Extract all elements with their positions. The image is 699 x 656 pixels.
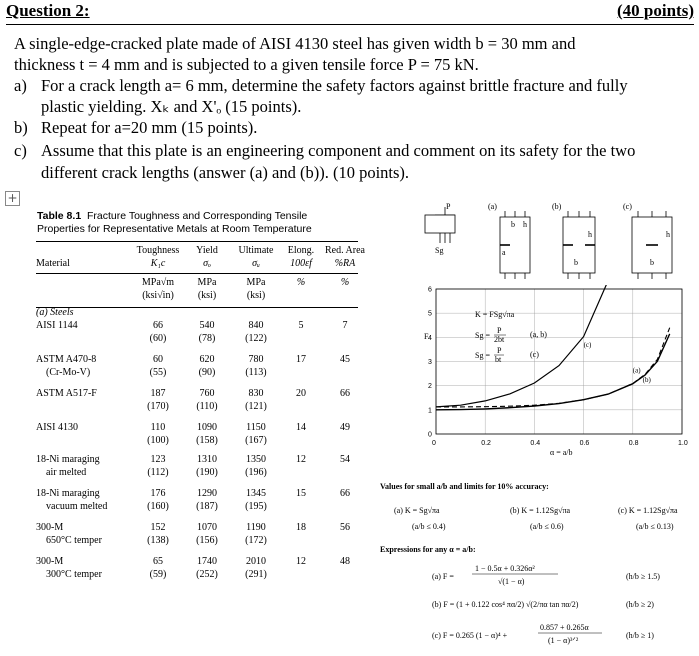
table-units2-row (36, 289, 370, 302)
ultimate-ksi-cell: (113) (245, 367, 267, 378)
elong-cell: 17 (296, 354, 306, 365)
part-a-line2: plastic yielding. Xₖ and X'ₒ (15 points). (41, 97, 302, 116)
toughness-ksi-cell: (138) (147, 535, 169, 546)
header-elong-symbol: 100εf (290, 258, 312, 269)
table-row-sub (36, 568, 370, 581)
load-label: P (446, 203, 451, 211)
plot-area (428, 226, 688, 447)
small-c-limit: (a/b ≤ 0.13) (636, 522, 674, 531)
material-cell: AISI 4130 (36, 422, 78, 433)
table-row-sub (36, 366, 370, 379)
toughness-ksi-cell: (60) (149, 333, 167, 344)
curve-label: (c) (583, 341, 592, 349)
table-top-rule (36, 241, 358, 242)
yield-cell: 540 (199, 320, 215, 331)
yield-ksi-cell: (187) (196, 501, 218, 512)
table-caption-line2: Properties for Representative Metals at Room Temperature (37, 223, 312, 235)
table-header-row (36, 244, 370, 257)
case-b-label: (b) (552, 203, 562, 211)
toughness-cell: 176 (150, 488, 166, 499)
unit2-toughness: (ksi√in) (142, 290, 174, 301)
unit2-yield: (ksi) (197, 290, 217, 301)
stress-label: Sg (435, 246, 444, 255)
ultimate-ksi-cell: (122) (245, 333, 267, 344)
ultimate-cell: 1345 (246, 488, 266, 499)
table-header-symbol-row (36, 257, 370, 270)
yield-ksi-cell: (156) (196, 535, 218, 546)
yield-cell: 1740 (197, 556, 217, 567)
yield-ksi-cell: (158) (196, 435, 218, 446)
table-row-sub (36, 434, 370, 447)
properties-table (36, 244, 370, 589)
eq-k: K = FSg√πa (475, 310, 515, 319)
case-c-label: (c) (623, 203, 632, 211)
red-area-cell: 66 (340, 388, 350, 399)
small-b-limit: (a/b ≤ 0.6) (530, 522, 564, 531)
dim-h-a: h (523, 220, 527, 229)
x-tick-label: 1.0 (678, 440, 688, 447)
expr-a-den: √(1 − α) (498, 577, 525, 586)
elong-cell: 15 (296, 488, 306, 499)
expr-c-cond: (h/b ≥ 1) (626, 631, 654, 640)
material-sub-cell: vacuum melted (46, 501, 108, 512)
toughness-cell: 66 (153, 320, 163, 331)
eq-sg-bt-tag: (c) (530, 350, 539, 359)
unit-elong: % (296, 277, 306, 288)
toughness-cell: 60 (153, 354, 163, 365)
header-yield-symbol: σₒ (203, 258, 211, 269)
red-area-cell: 45 (340, 354, 350, 365)
toughness-cell: 187 (150, 388, 166, 399)
small-b: (b) K = 1.12Sg√πa (510, 506, 571, 515)
table-caption-number: Table 8.1 (37, 210, 82, 222)
part-c-label: c) (14, 141, 27, 160)
table-units-row (36, 276, 370, 289)
unit-toughness: MPa√m (141, 277, 175, 288)
material-cell: AISI 1144 (36, 320, 78, 331)
unit-red: % (340, 277, 350, 288)
yield-cell: 1290 (197, 488, 217, 499)
eq-sg-2bt-num: P (497, 326, 502, 335)
x-tick-label: 0.6 (579, 440, 590, 447)
elong-cell: 14 (296, 422, 306, 433)
material-sub-cell (36, 332, 132, 345)
part-a-label: a) (14, 76, 27, 95)
table-row (36, 453, 370, 466)
ultimate-ksi-cell: (195) (245, 501, 267, 512)
section-row (36, 306, 370, 319)
yield-cell: 1090 (197, 422, 217, 433)
expr-b-cond: (h/b ≥ 2) (626, 600, 654, 609)
toughness-ksi-cell: (112) (147, 467, 169, 478)
header-red-symbol: %RA (334, 258, 356, 269)
yield-ksi-cell: (78) (198, 333, 216, 344)
eq-sg-bt-num: P (497, 346, 502, 355)
y-tick-label: 6 (428, 286, 432, 294)
part-c-line2: different crack lengths (answer (a) and (b)). (10 points). (41, 163, 410, 182)
material-sub-cell: 650°C temper (46, 535, 102, 546)
material-cell: ASTM A517-F (36, 388, 97, 399)
toughness-cell: 110 (150, 422, 166, 433)
expr-c-den: (1 − α)³ᐟ² (548, 636, 579, 645)
small-values-title: Values for small a/b and limits for 10% accuracy: (380, 482, 549, 491)
table-row-sub (36, 466, 370, 479)
red-area-cell: 7 (342, 320, 348, 331)
red-area-cell: 49 (340, 422, 350, 433)
y-tick-label: 2 (428, 383, 432, 391)
stress-intensity-figure (380, 203, 698, 651)
unit-yield: MPa (197, 277, 217, 288)
curve-label: (b) (642, 376, 651, 385)
table-row-sub (36, 332, 370, 345)
table-row (36, 319, 370, 332)
y-tick-label: 1 (428, 407, 432, 415)
ultimate-cell: 840 (248, 320, 264, 331)
toughness-ksi-cell: (100) (147, 435, 169, 446)
toughness-ksi-cell: (55) (149, 367, 167, 378)
header-toughness: Toughness (136, 245, 180, 256)
yield-ksi-cell: (252) (196, 569, 218, 580)
dim-a-a: a (502, 248, 506, 257)
toughness-ksi-cell: (59) (149, 569, 167, 580)
small-a: (a) K = Sg√πa (394, 506, 440, 515)
eq-sg-2bt-den: 2bt (494, 335, 505, 344)
question-title: Question 2: (6, 1, 90, 20)
yield-cell: 1070 (197, 522, 217, 533)
y-tick-label: 5 (428, 310, 432, 318)
small-c: (c) K = 1.12Sg√πa (618, 506, 678, 515)
elong-cell: 12 (296, 556, 306, 567)
yield-ksi-cell: (190) (196, 467, 218, 478)
table-row (36, 421, 370, 434)
red-area-cell: 54 (340, 454, 350, 465)
ultimate-ksi-cell: (291) (245, 569, 267, 580)
x-tick-label: 0.4 (530, 440, 541, 447)
dim-b-a: b (511, 220, 515, 229)
material-sub-cell: 300°C temper (46, 569, 102, 580)
elong-cell: 20 (296, 388, 306, 399)
ultimate-ksi-cell: (121) (245, 401, 267, 412)
header-elong: Elong. (287, 245, 315, 256)
ultimate-cell: 2010 (246, 556, 266, 567)
material-cell: 300-M (36, 522, 64, 533)
eq-sg-2bt-lhs: Sg = (475, 331, 490, 340)
table-row (36, 521, 370, 534)
yield-ksi-cell: (90) (198, 367, 216, 378)
table-caption (37, 210, 312, 236)
small-a-limit: (a/b ≤ 0.4) (412, 522, 446, 531)
x-tick-label: 0.8 (628, 440, 639, 447)
material-cell: 300-M (36, 556, 64, 567)
table-row (36, 555, 370, 568)
material-sub-cell: (Cr-Mo-V) (46, 367, 91, 378)
part-c-line1: Assume that this plate is an engineering component and comment on its safety for the two (41, 141, 636, 160)
table-row-sub (36, 534, 370, 547)
x-tick-label: 0.2 (481, 440, 491, 447)
ultimate-ksi-cell: (196) (245, 467, 267, 478)
table-row-sub (36, 500, 370, 513)
eq-sg-2bt-tag: (a, b) (530, 330, 547, 339)
unit2-ultimate: (ksi) (246, 290, 266, 301)
y-tick-label: 4 (428, 334, 432, 342)
expr-a-num: 1 − 0.5α + 0.326α² (475, 564, 535, 573)
ultimate-cell: 1350 (246, 454, 266, 465)
question-header-rule (6, 2, 694, 25)
toughness-cell: 152 (150, 522, 166, 533)
expr-a-lhs: (a) F = (432, 572, 454, 581)
table-row-sub (36, 400, 370, 413)
specimen-sketches (425, 207, 672, 279)
dim-b-c: b (650, 258, 654, 267)
table-row (36, 387, 370, 400)
header-material: Material (36, 258, 70, 269)
ultimate-ksi-cell: (167) (245, 435, 267, 446)
material-sub-cell (36, 400, 132, 413)
unit-ultimate: MPa (246, 277, 266, 288)
ultimate-cell: 1190 (246, 522, 266, 533)
header-ultimate-symbol: σᵤ (252, 258, 260, 269)
red-area-cell: 66 (340, 488, 350, 499)
yield-ksi-cell: (110) (196, 401, 218, 412)
red-area-cell: 56 (340, 522, 350, 533)
move-handle-icon[interactable]: + (5, 191, 20, 206)
load-sketch-plate (425, 215, 455, 233)
yield-cell: 620 (199, 354, 215, 365)
question-intro-line2: thickness t = 4 mm and is subjected to a given tensile force P = 75 kN. (14, 55, 479, 74)
header-ultimate: Ultimate (238, 245, 274, 256)
material-cell: 18-Ni maraging (36, 454, 100, 465)
table-row (36, 487, 370, 500)
dim-b-b: b (574, 258, 578, 267)
material-sub-cell: air melted (46, 467, 87, 478)
x-axis-label: α = a/b (550, 448, 573, 457)
case-a-label: (a) (488, 203, 497, 211)
y-tick-label: 3 (428, 359, 432, 366)
expr-c-lhs: (c) F = 0.265 (1 − α)⁴ + (432, 631, 508, 640)
eq-sg-bt-lhs: Sg = (475, 351, 490, 360)
header-red-area: Red. Area (325, 245, 365, 256)
dim-h-b: h (588, 230, 592, 239)
elong-cell: 18 (296, 522, 306, 533)
series-c-line (436, 226, 621, 407)
elong-cell: 5 (298, 320, 304, 331)
expressions-title: Expressions for any α = a/b: (380, 545, 476, 554)
toughness-ksi-cell: (160) (147, 501, 169, 512)
ultimate-ksi-cell: (172) (245, 535, 267, 546)
yield-cell: 760 (199, 388, 215, 399)
table-row (36, 353, 370, 366)
expr-a-cond: (h/b ≥ 1.5) (626, 572, 660, 581)
toughness-cell: 123 (150, 454, 166, 465)
toughness-ksi-cell: (170) (147, 401, 169, 412)
expr-c-num: 0.857 + 0.265α (540, 623, 589, 632)
part-b-label: b) (14, 118, 28, 137)
eq-sg-bt-den: bt (495, 355, 502, 364)
section-steels: (a) Steels (36, 307, 74, 318)
header-yield: Yield (196, 245, 218, 256)
part-a-line1: For a crack length a= 6 mm, determine the safety factors against brittle fracture and fully (41, 76, 628, 95)
part-b-line1: Repeat for a=20 mm (15 points). (41, 118, 258, 137)
y-tick-label: 0 (428, 431, 432, 439)
material-cell: 18-Ni maraging (36, 488, 100, 499)
ultimate-cell: 830 (248, 388, 264, 399)
material-sub-cell (36, 434, 132, 447)
toughness-cell: 65 (153, 556, 163, 567)
elong-cell: 12 (296, 454, 306, 465)
yield-cell: 1310 (197, 454, 217, 465)
material-cell: ASTM A470-8 (36, 354, 97, 365)
x-tick-label: 0 (432, 440, 436, 447)
question-intro-line1: A single-edge-cracked plate made of AISI 4130 steel has given width b = 30 mm and (14, 34, 576, 53)
curve-label: (a) (632, 366, 641, 375)
red-area-cell: 48 (340, 556, 350, 567)
y-axis-label: F (424, 332, 429, 341)
table-caption-line1: Fracture Toughness and Corresponding Tensile (87, 210, 308, 222)
header-toughness-symbol: K₁c (150, 258, 166, 269)
question-points: (40 points) (617, 1, 694, 20)
expr-b: (b) F = (1 + 0.122 cos⁴ πα/2) √(2/πα tan πα/2) (432, 600, 579, 609)
dim-h-c: h (666, 230, 670, 239)
ultimate-cell: 780 (248, 354, 264, 365)
ultimate-cell: 1150 (246, 422, 266, 433)
